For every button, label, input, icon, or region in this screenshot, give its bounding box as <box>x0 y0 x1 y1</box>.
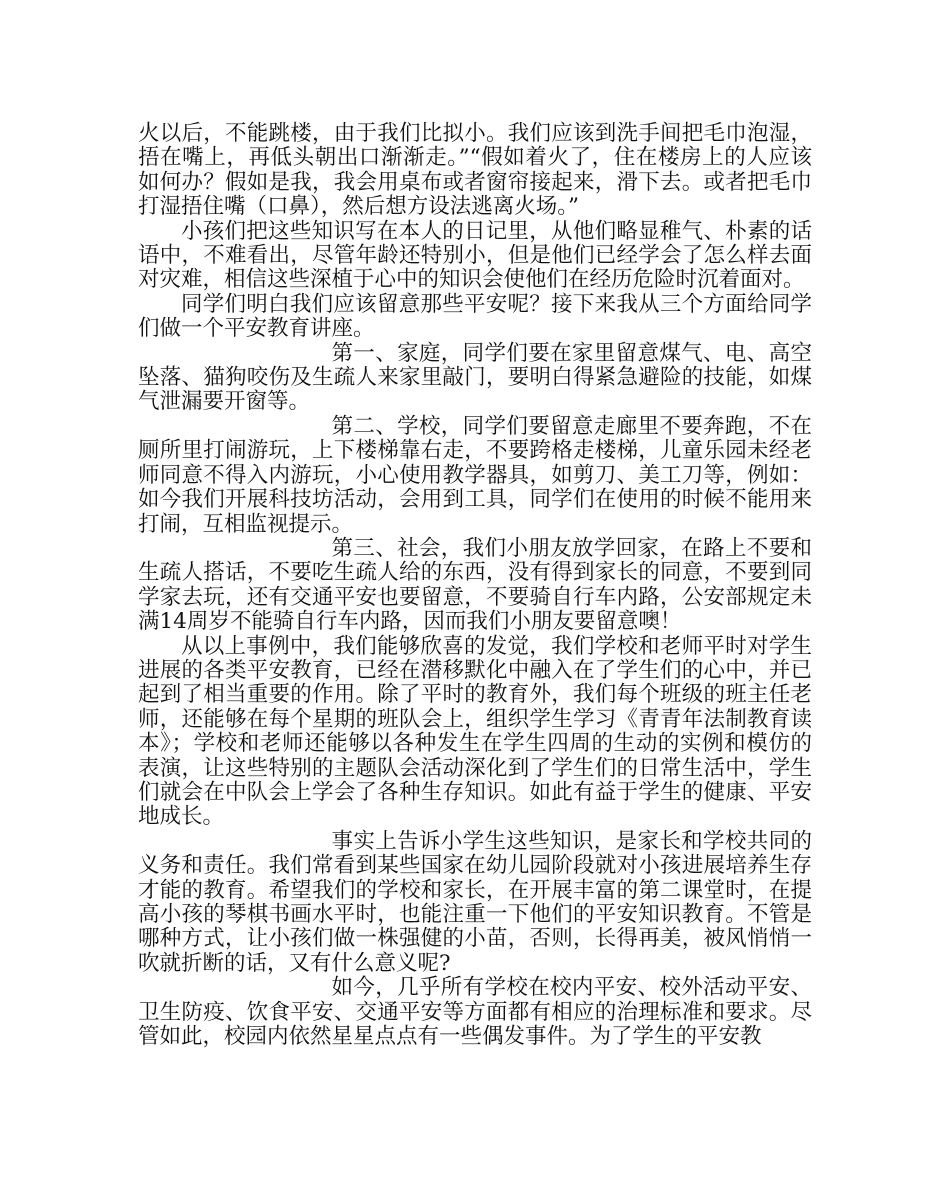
paragraph-7: 从以上事例中，我们能够欣喜的发觉，我们学校和老师平时对学生进展的各类平安教育，已经在潜移默化中融入在了学生们的心中，并已起到了相当重要的作用。除了平时的教育外，我们每个班级的班主任老师，还能够在每个星期的班队会上，组织学生学习《青青年法制教育读本》；学校和老师还能够以各种发生在学生四周的生动的实例和模仿的表演，让这些特别的主题队会活动深化到了学生们的日常生活中，学生们就会在中队会上学会了各种生存知识。如此有益于学生的健康、平安地成长。 <box>138 633 812 830</box>
paragraph-6: 第三、社会，我们小朋友放学回家，在路上不要和生疏人搭话，不要吃生疏人给的东西，没有得到家长的同意，不要到同学家去玩，还有交通平安也要留意，不要骑自行车内路，公安部规定未满14周岁不能骑自行车内路，因而我们小朋友要留意噢！ <box>138 535 812 635</box>
paragraph-3: 同学们明白我们应该留意那些平安呢？接下来我从三个方面给同学们做一个平安教育讲座。 <box>138 291 812 342</box>
document-body <box>138 122 812 1049</box>
paragraph-4: 第一、家庭，同学们要在家里留意煤气、电、高空坠落、猫狗咬伤及生疏人来家里敲门，要明白得紧急避险的技能，如煤气泄漏要开窗等。 <box>138 340 812 415</box>
paragraph-8: 事实上告诉小学生这些知识，是家长和学校共同的义务和责任。我们常看到某些国家在幼儿园阶段就对小孩进展培养生存才能的教育。希望我们的学校和家长，在开展丰富的第二课堂时，在提高小孩的琴棋书画水平时，也能注重一下他们的平安知识教育。不管是哪种方式，让小孩们做一株强健的小苗，否则，长得再美，被风悄悄一吹就折断的话，又有什么意义呢? <box>138 828 812 976</box>
paragraph-1: 火以后，不能跳楼，由于我们比拟小。我们应该到洗手间把毛巾泡湿，捂在嘴上，再低头朝出口渐渐走。”“假如着火了，住在楼房上的人应该如何办？假如是我，我会用桌布或者窗帘接起来，滑下去。或者把毛巾打湿捂住嘴（口鼻），然后想方设法逃离火场。” <box>138 121 812 220</box>
paragraph-2: 小孩们把这些知识写在本人的日记里，从他们略显稚气、朴素的话语中，不难看出，尽管年龄还特别小，但是他们已经学会了怎么样去面对灾难，相信这些深植于心中的知识会使他们在经历危险时沉着面对。 <box>138 218 812 293</box>
paragraph-9: 如今，几乎所有学校在校内平安、校外活动平安、卫生防疫、饮食平安、交通平安等方面都有相应的治理标准和要求。尽管如此，校园内依然星星点点有一些偶发事件。为了学生的平安教 <box>138 975 812 1050</box>
paragraph-5: 第二、学校，同学们要留意走廊里不要奔跑，不在厕所里打闹游玩，上下楼梯靠右走，不要跨格走楼梯，儿童乐园未经老师同意不得入内游玩，小心使用教学器具，如剪刀、美工刀等，例如：如今我们开展科技坊活动，会用到工具，同学们在使用的时候不能用来打闹，互相监视提示。 <box>138 413 812 537</box>
